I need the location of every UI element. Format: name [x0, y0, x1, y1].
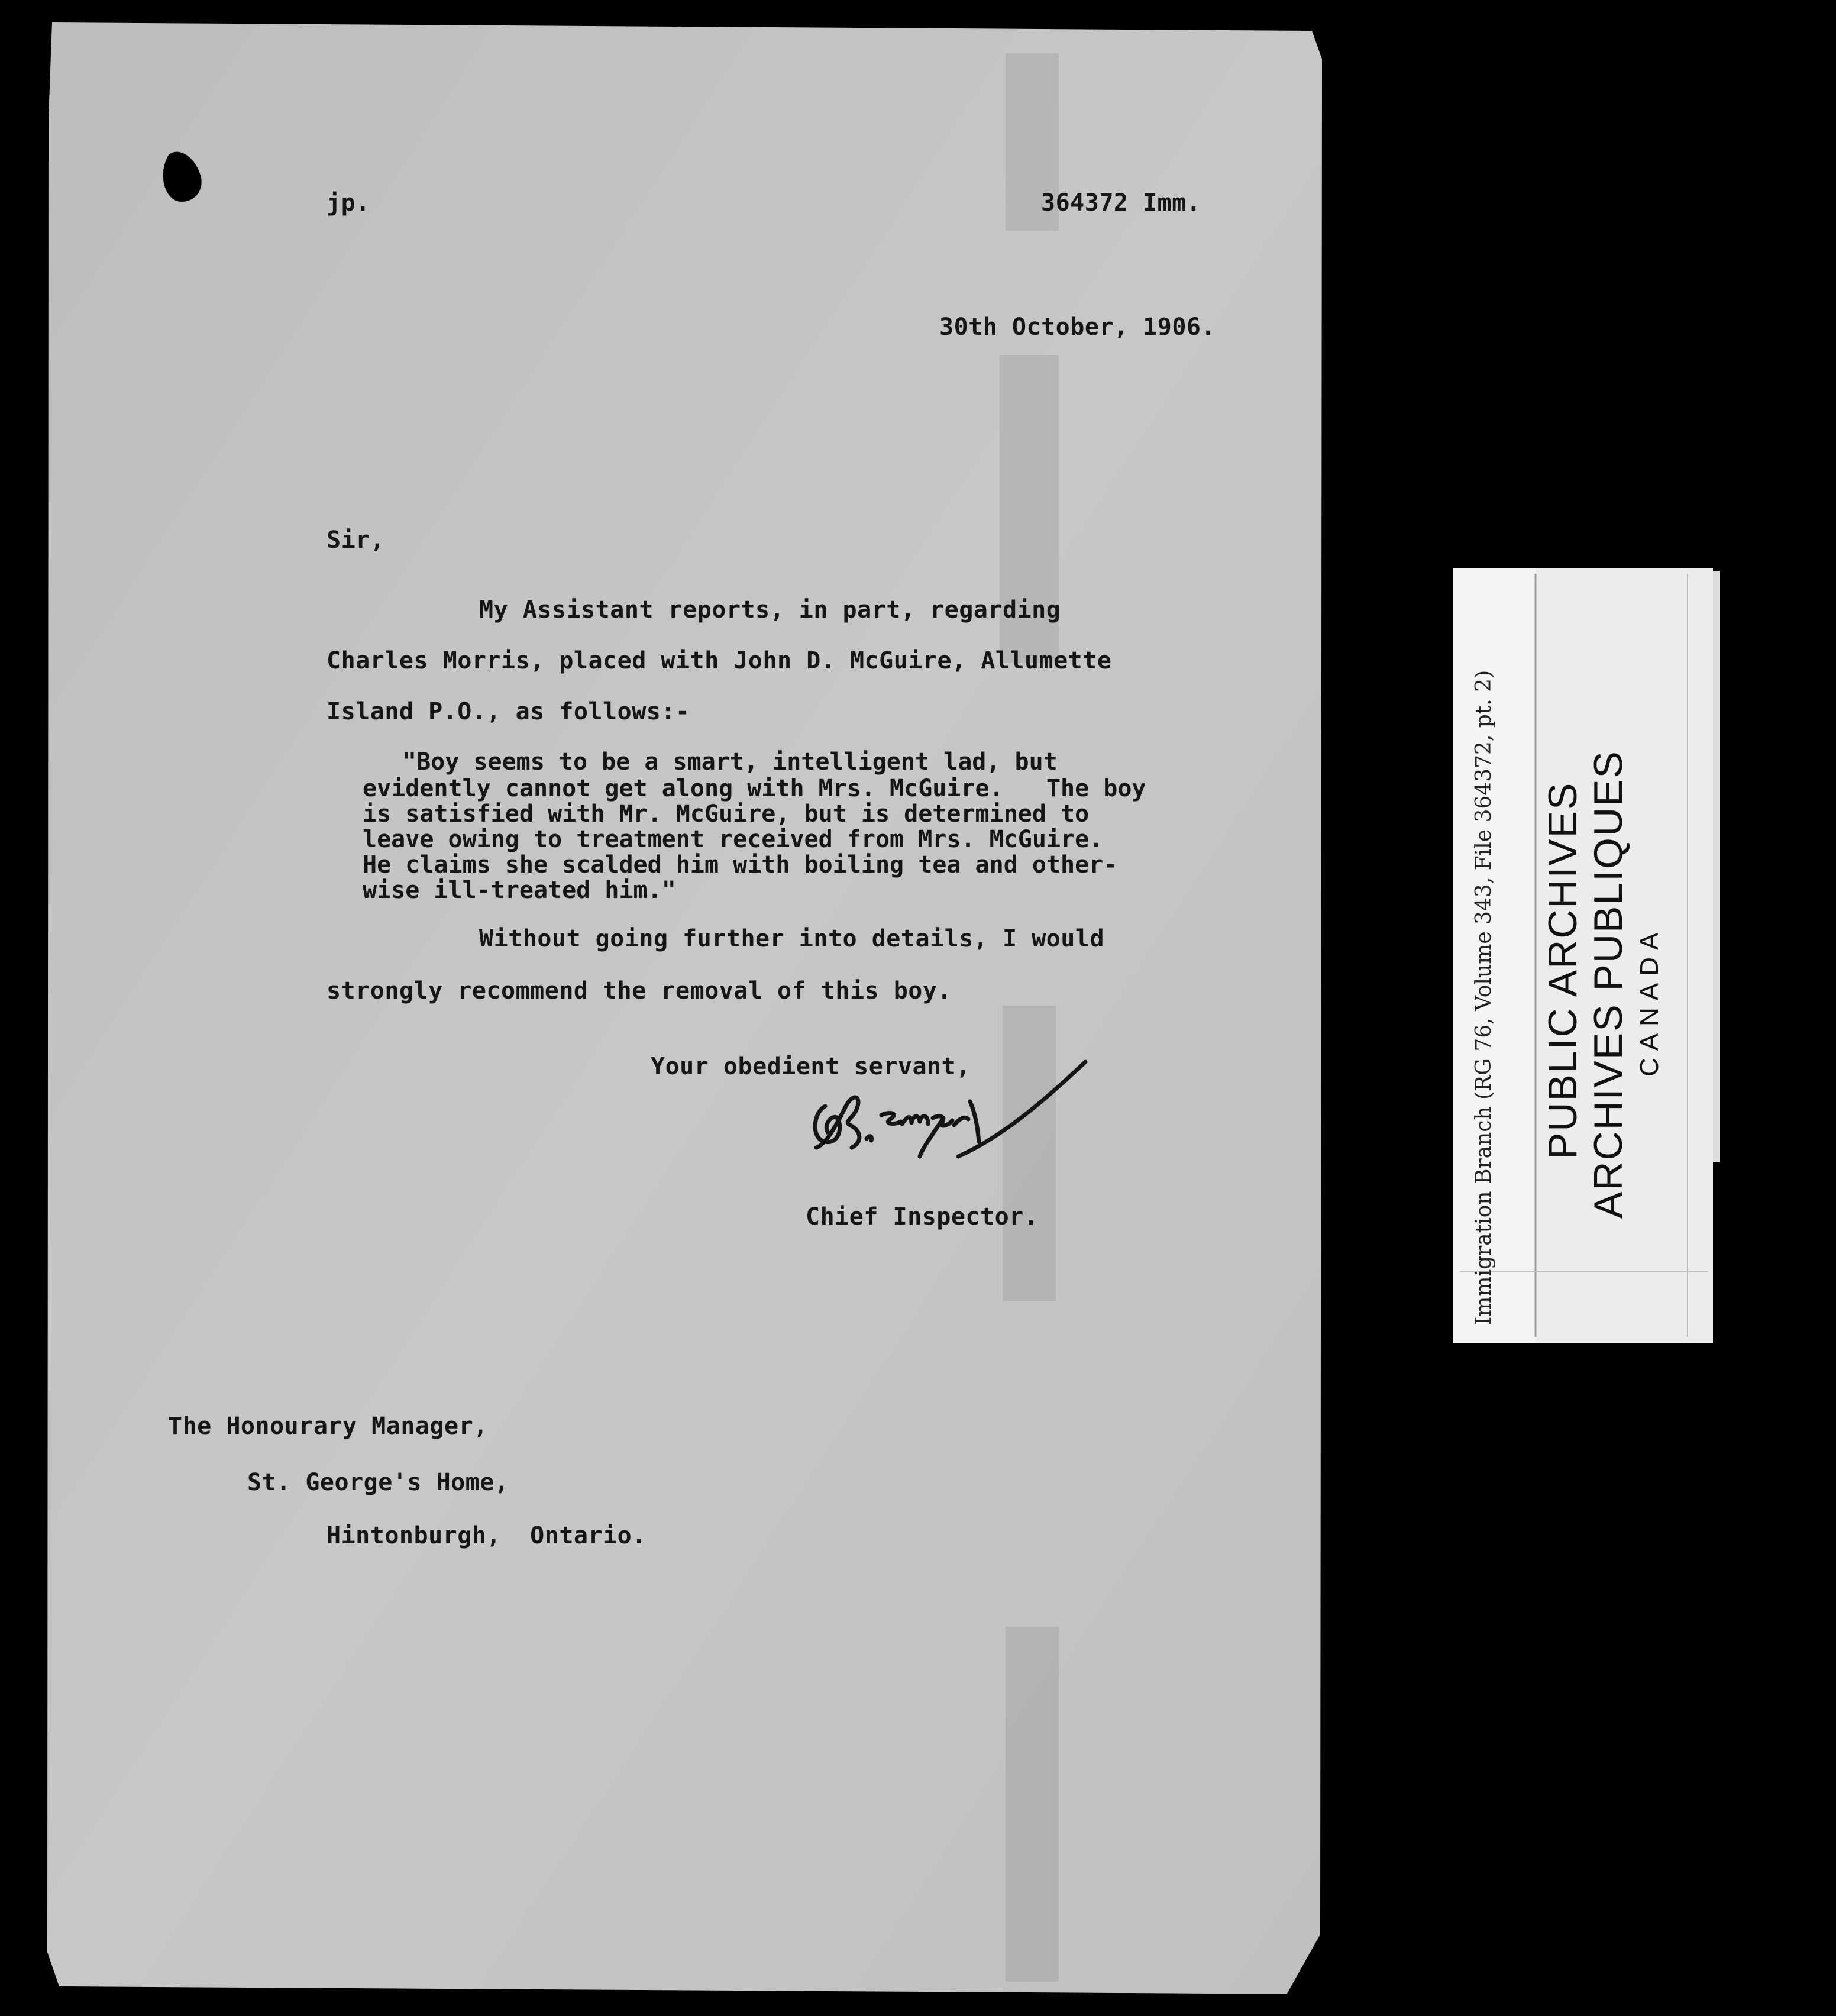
addressee-line: The Honourary Manager, — [168, 1413, 488, 1440]
signature — [801, 1059, 1109, 1165]
archive-line-french: ARCHIVES PUBLIQUES — [1586, 750, 1631, 1219]
body-close-line: Without going further into details, I would — [479, 925, 1105, 952]
archive-reference: Immigration Branch (RG 76, Volume 343, File 364372, pt. 2) — [1472, 670, 1496, 1325]
addressee-line: St. George's Home, — [247, 1469, 509, 1496]
signer-title: Chief Inspector. — [806, 1203, 1039, 1230]
closing: Your obedient servant, — [651, 1053, 971, 1080]
archive-line-english: PUBLIC ARCHIVES — [1540, 781, 1585, 1159]
quote-line: "Boy seems to be a smart, intelligent lad, but — [402, 748, 1058, 776]
body-intro-line: Charles Morris, placed with John D. McGuire, Allumette — [327, 647, 1112, 674]
archive-label-card — [1448, 568, 1720, 1343]
letter-date: 30th October, 1906. — [939, 314, 1216, 341]
quote-line: wise ill-treated him." — [363, 877, 676, 904]
quote-line: evidently cannot get along with Mrs. McGuire. The boy — [363, 775, 1146, 802]
typist-initials: jp. — [327, 189, 370, 217]
file-number: 364372 Imm. — [1041, 189, 1201, 217]
addressee-line: Hintonburgh, Ontario. — [327, 1522, 647, 1549]
salutation: Sir, — [327, 526, 385, 554]
archive-country: CANADA — [1635, 925, 1664, 1077]
quote-line: is satisfied with Mr. McGuire, but is determined to — [363, 800, 1090, 828]
body-intro-line: My Assistant reports, in part, regarding — [479, 596, 1061, 623]
body-intro-line: Island P.O., as follows:- — [327, 698, 690, 725]
quote-line: He claims she scalded him with boiling tea and other- — [363, 851, 1118, 878]
quote-line: leave owing to treatment received from Mrs. McGuire. — [363, 826, 1104, 853]
body-close-line: strongly recommend the removal of this boy. — [327, 977, 952, 1004]
